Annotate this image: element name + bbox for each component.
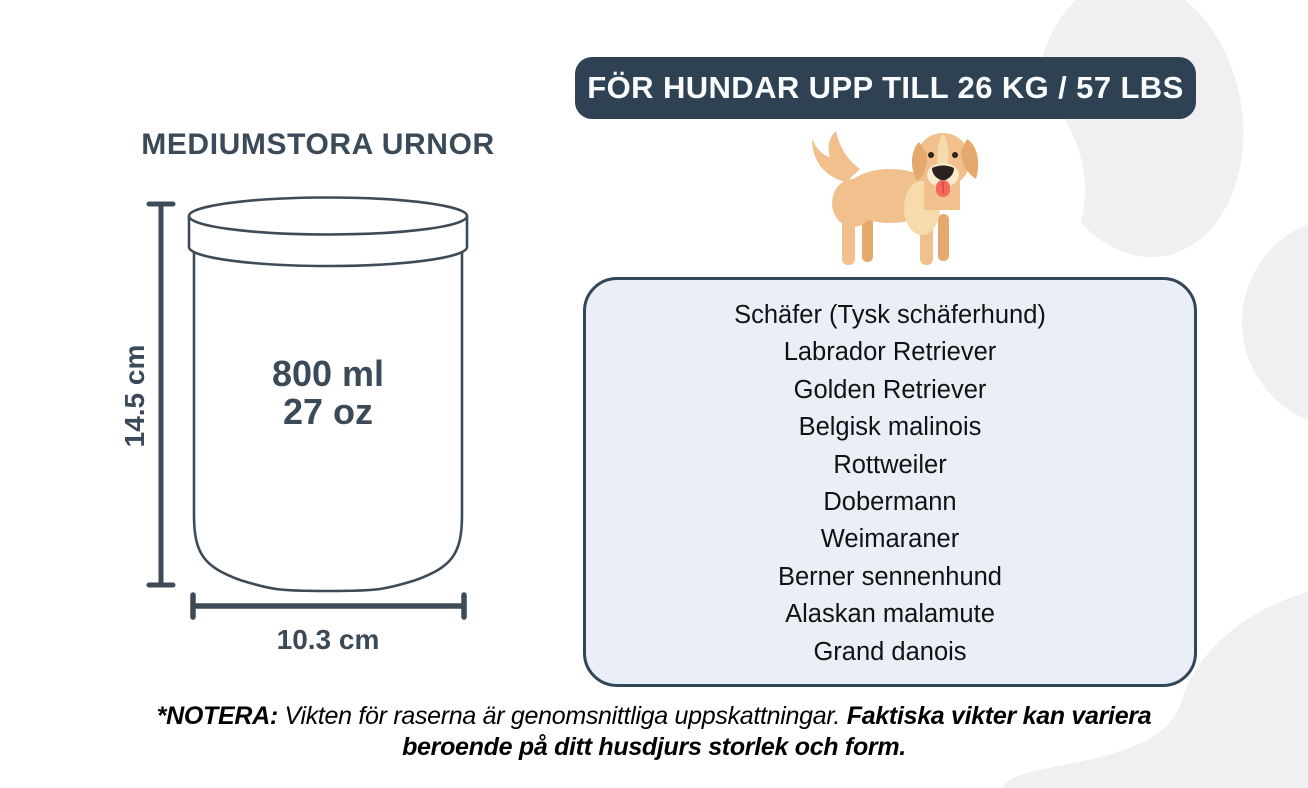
dog-eye	[928, 152, 934, 158]
breed-list-item: Labrador Retriever	[783, 338, 997, 367]
footer-note	[0, 701, 1308, 763]
weight-badge	[575, 57, 1196, 119]
volume-ml-label: 800 ml	[271, 353, 385, 394]
dog-tail	[812, 131, 860, 182]
breed-list-item: Alaskan malamute	[785, 600, 995, 629]
width-measure-line	[193, 595, 464, 617]
footer-note-line2	[0, 732, 1308, 763]
breed-list-item: Schäfer (Tysk schäferhund)	[734, 301, 1046, 329]
note-bold-text: beroende på ditt husdjurs storlek och form.	[402, 733, 906, 761]
breed-list-item: Dobermann	[823, 488, 957, 517]
golden-retriever-icon	[798, 118, 982, 270]
volume-oz-label: 27 oz	[282, 391, 374, 432]
breed-list-item: Rottweiler	[833, 450, 947, 479]
note-prefix: *NOTERA:	[156, 702, 278, 730]
breed-list-item: Weimaraner	[820, 525, 960, 554]
breed-list-box	[583, 277, 1197, 687]
note-regular-text: Vikten för raserna är genomsnittliga uppskattningar.	[277, 702, 847, 730]
note-bold-text: Faktiska vikter kan variera	[846, 702, 1152, 730]
height-dimension-label: 14.5 cm	[119, 344, 150, 448]
urn-lid	[189, 198, 467, 267]
breed-list-item: Berner sennenhund	[777, 562, 1002, 591]
weight-badge-label: FÖR HUNDAR UPP TILL 26 KG / 57 LBS	[587, 70, 1184, 105]
dog-eye	[952, 152, 958, 158]
breed-list-item: Grand danois	[813, 637, 967, 666]
footer-note-line1	[0, 701, 1308, 732]
paw-toe-icon	[1242, 216, 1308, 428]
width-dimension-label: 10.3 cm	[276, 624, 380, 655]
breed-list-item: Golden Retriever	[793, 375, 987, 404]
height-measure-line	[149, 204, 173, 585]
page-title: MEDIUMSTORA URNOR	[141, 128, 495, 161]
breed-list-item: Belgisk malinois	[798, 413, 982, 442]
